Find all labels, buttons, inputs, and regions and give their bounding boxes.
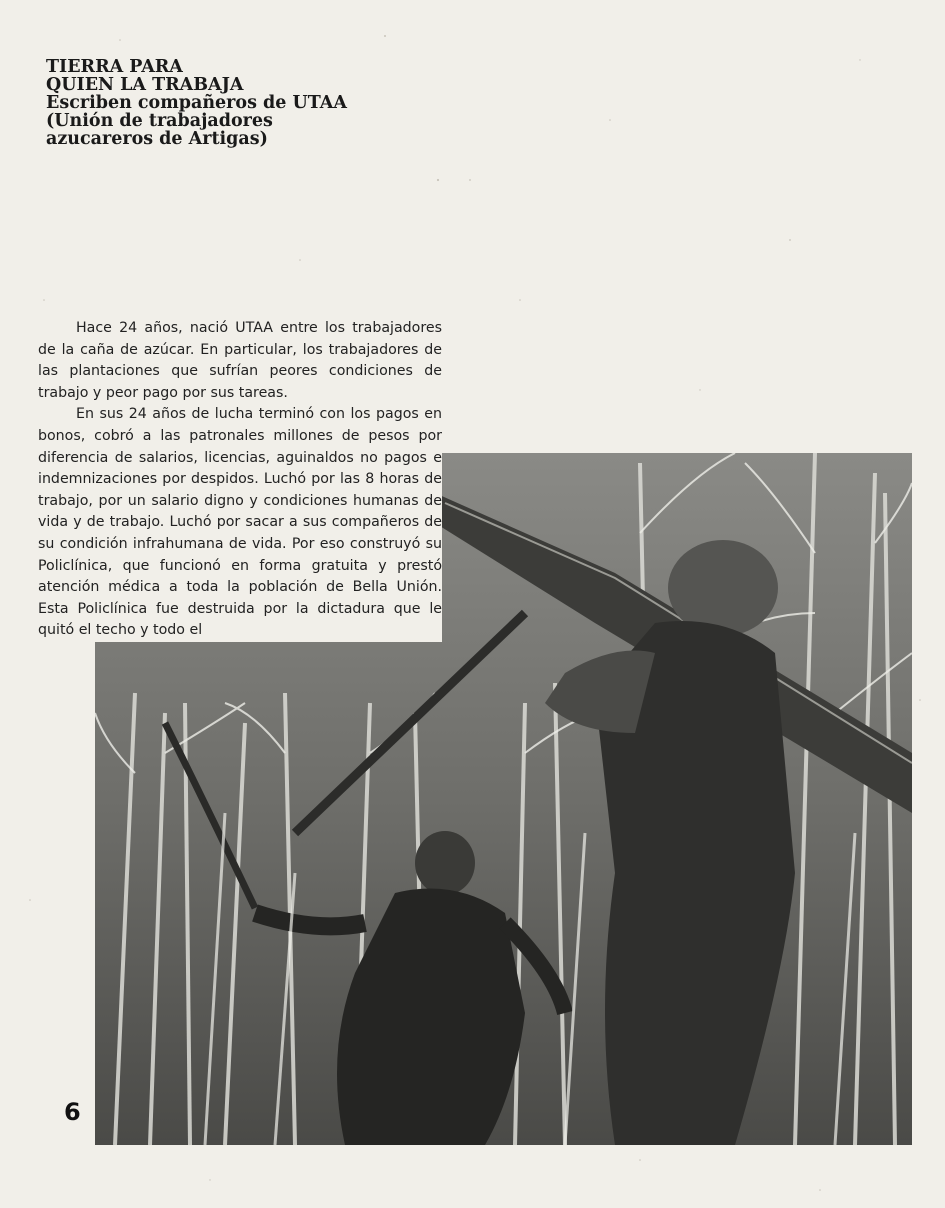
- article-paragraph-1: Hace 24 años, nació UTAA entre los trabajadores de la caña de azúcar. En particular, los trabajadores de las plantaciones que sufrían peores condiciones de trabajo y peor pago por sus tareas.: [38, 320, 442, 401]
- article-body: [38, 318, 442, 642]
- subtitle-line-2: (Unión de trabajadores: [46, 111, 273, 131]
- subtitle-line-1: Escriben compañeros de UTAA: [46, 93, 347, 113]
- title-line-1: TIERRA PARA: [46, 57, 183, 77]
- article-headline: [46, 58, 366, 148]
- page-number: 6: [64, 1098, 81, 1126]
- article-paragraph-2: En sus 24 años de lucha terminó con los pagos en bonos, cobró a las patronales millones de pesos por diferencia de salarios, licencias, aguinaldos no pagos e indemnizaciones por despidos. Luchó por las 8 horas de trabajo, por un salario digno y condiciones humanas de vida y de trabajo. Luchó por sacar a sus compañeros de su condición infrahumana de vida. Por eso construyó su Policlínica, que funcionó en forma gratuita y prestó atención médica a toda la población de Bella Unión. Esta Policlínica fue destruida por la dictadura que le quitó el techo y todo el: [38, 406, 442, 639]
- subtitle-line-3: azucareros de Artigas): [46, 129, 268, 149]
- title-line-2: QUIEN LA TRABAJA: [46, 75, 244, 95]
